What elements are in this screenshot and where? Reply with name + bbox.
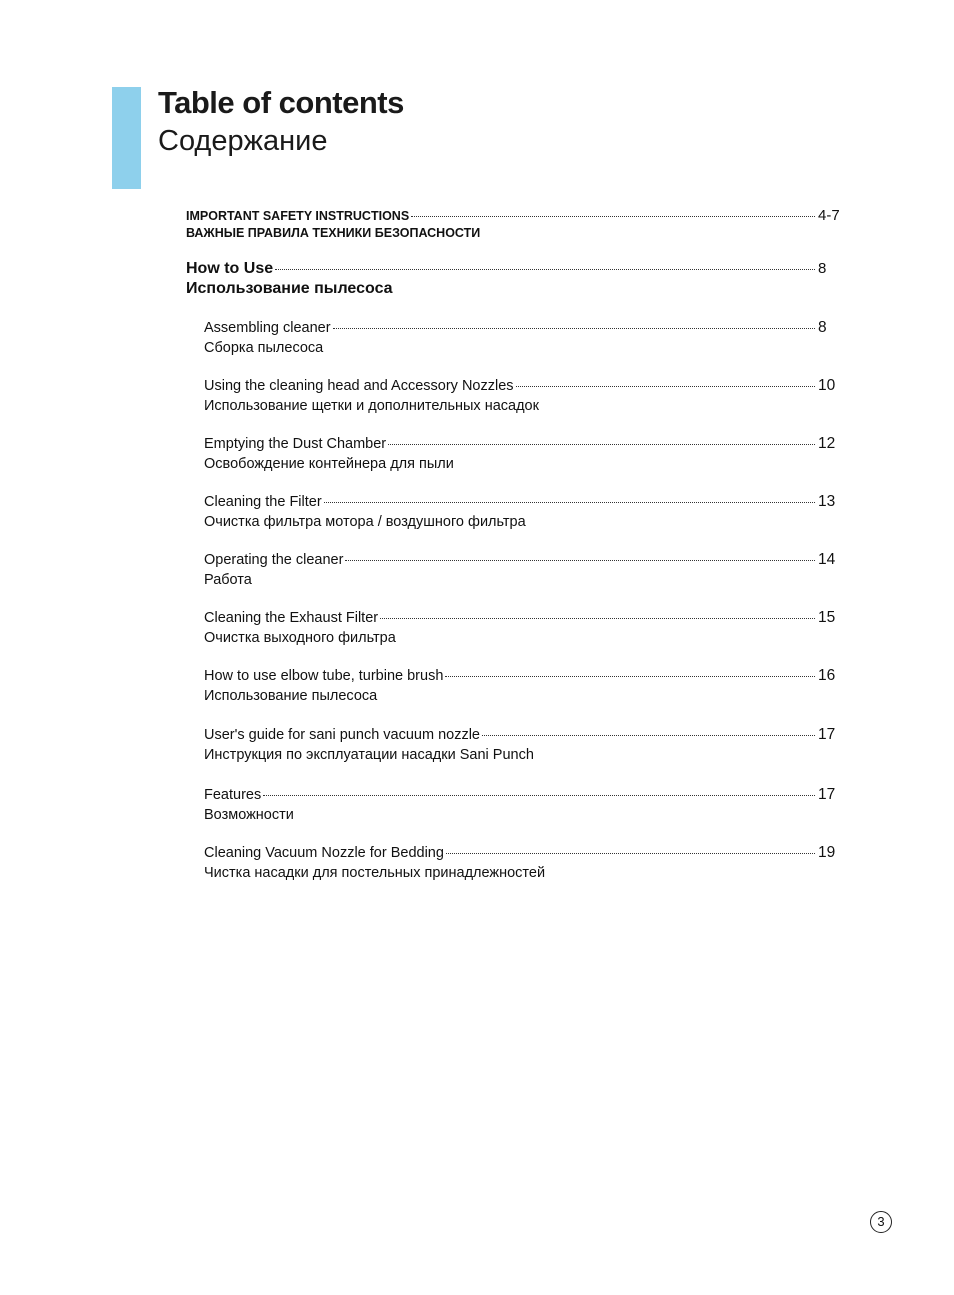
dot-leader [482,735,815,736]
dot-leader [411,216,815,217]
toc-page-number: 14 [818,551,836,568]
toc-entry-subtitle: Работа [204,572,252,588]
toc-entry-subtitle: Освобождение контейнера для пыли [204,456,454,472]
toc-page-number: 17 [818,786,836,803]
toc-page-number: 10 [818,377,836,394]
toc-entry-subtitle: ВАЖНЫЕ ПРАВИЛА ТЕХНИКИ БЕЗОПАСНОСТИ [186,226,481,240]
toc-entry-exhaust-filter[interactable] [186,609,846,646]
toc-entry-title: How to Use [186,260,274,277]
dot-leader [445,676,815,677]
toc-entry-subtitle: Очистка фильтра мотора / воздушного фильтра [204,514,526,530]
toc-entry-subtitle: Сборка пылесоса [204,340,324,356]
dot-leader [388,444,815,445]
toc-entry-subtitle: Инструкция по эксплуатации насадки Sani Punch [204,747,534,763]
toc-entry-subtitle: Чистка насадки для постельных принадлежностей [204,865,546,881]
toc-entry-title: User's guide for sani punch vacuum nozzle [204,727,480,743]
dot-leader [275,269,815,270]
toc-page-number: 15 [818,609,836,626]
toc-entry-subtitle: Очистка выходного фильтра [204,630,396,646]
toc-page-number: 12 [818,435,836,452]
dot-leader [345,560,815,561]
toc-entry-assembling[interactable] [186,319,846,356]
toc-entry-bedding-nozzle[interactable] [186,844,846,881]
toc-page-number: 8 [818,319,827,336]
page-title: Table of contents [158,85,404,120]
dot-leader [380,618,815,619]
toc-page-number: 19 [818,844,836,861]
toc-entry-cleaning-head[interactable] [186,377,846,414]
toc-entry-elbow-tube[interactable] [186,667,846,704]
toc-entry-dust-chamber[interactable] [186,435,846,472]
toc-entry-subtitle: Возможности [204,807,294,823]
dot-leader [446,853,815,854]
page-title-russian: Содержание [158,125,328,157]
toc-entry-how-to-use[interactable] [186,260,846,298]
toc-page-number: 16 [818,667,836,684]
toc-entry-features[interactable] [186,786,846,823]
toc-entry-cleaning-filter[interactable] [186,493,846,530]
toc-entry-operating[interactable] [186,551,846,588]
toc-page-number: 13 [818,493,836,510]
toc-page-number: 17 [818,726,836,743]
toc-entry-title: Cleaning Vacuum Nozzle for Bedding [204,845,444,861]
toc-entry-subtitle: Использование пылесоса [186,280,393,297]
toc-entry-sani-punch[interactable] [186,726,846,763]
toc-entry-title: How to use elbow tube, turbine brush [204,668,444,684]
toc-entry-title: Emptying the Dust Chamber [204,436,387,452]
toc-entry-title: IMPORTANT SAFETY INSTRUCTIONS [186,209,410,223]
toc-entry-subtitle: Использование пылесоса [204,688,378,704]
title-accent-bar [112,87,141,189]
toc-entry-title: Operating the cleaner [204,552,344,568]
dot-leader [516,386,815,387]
toc-entry-subtitle: Использование щетки и дополнительных насадок [204,398,539,414]
toc-page-number: 8 [818,260,827,277]
table-of-contents [186,207,846,881]
page-number: 3 [870,1211,892,1233]
dot-leader [324,502,815,503]
dot-leader [263,795,815,796]
toc-entry-title: Cleaning the Filter [204,494,322,510]
toc-entry-title: Assembling cleaner [204,320,331,336]
toc-entry-title: Cleaning the Exhaust Filter [204,610,379,626]
toc-entry-safety[interactable] [186,207,846,240]
dot-leader [333,328,815,329]
toc-entry-title: Features [204,787,262,803]
toc-page-number: 4-7 [818,207,840,224]
toc-entry-title: Using the cleaning head and Accessory Nozzles [204,378,514,394]
